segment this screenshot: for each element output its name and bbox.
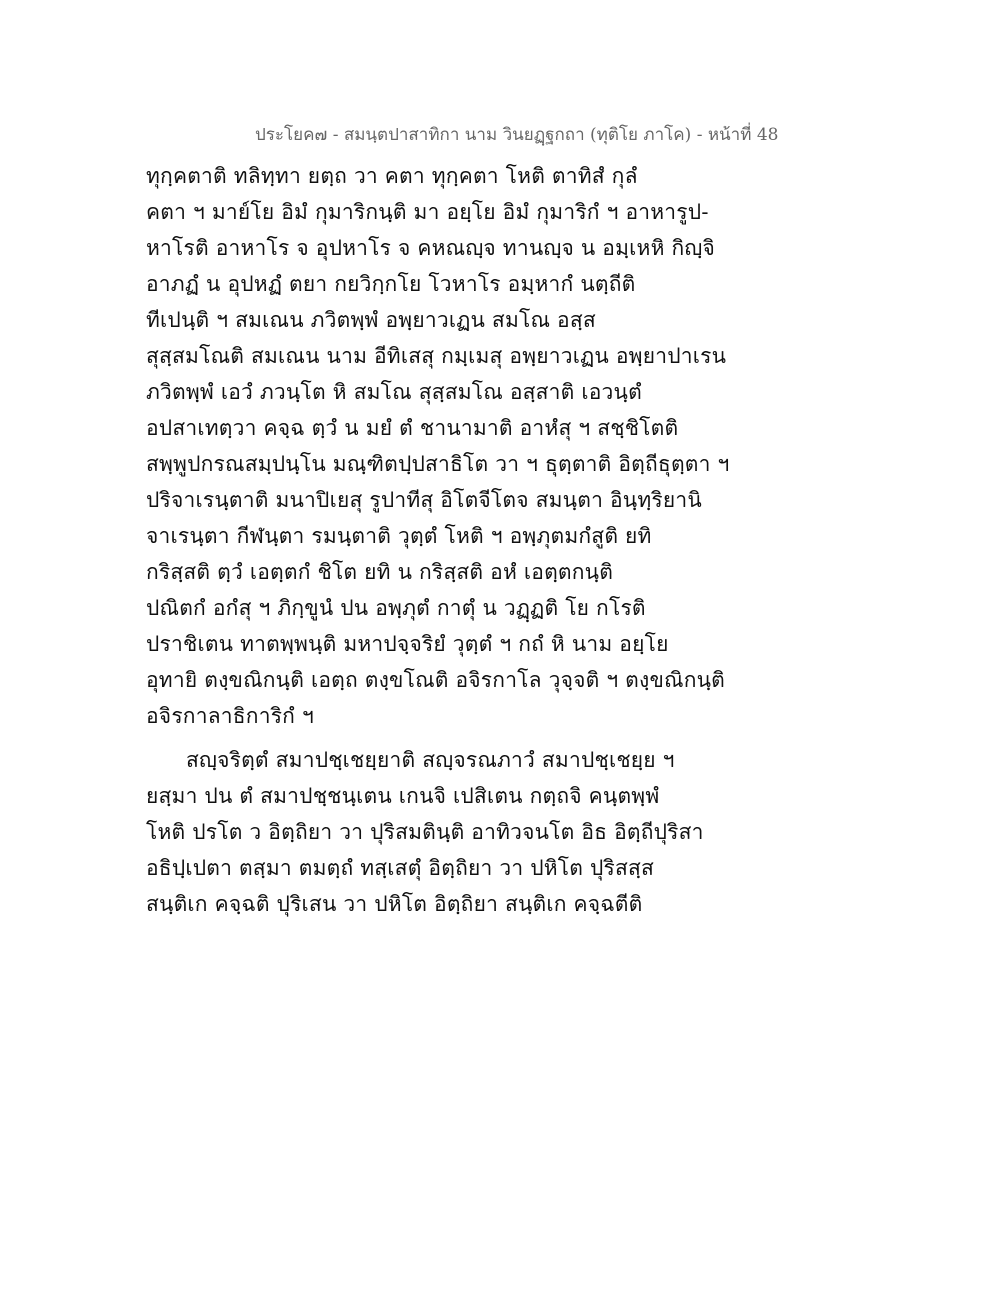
text-line: ปริจาเรนฺตาติ มนาปิเยสุ รูปาทีสุ อิโตจีโตจ สมนฺตา อินฺทฺริยานิ (146, 488, 702, 512)
text-line: สนฺติเก คจฺฉติ ปุริเสน วา ปหิโต อิตฺถิยา สนฺติเก คจฺฉตีติ (146, 892, 643, 916)
text-line: ยสฺมา ปน ตํ สมาปชฺชนฺเตน เกนจิ เปสิเตน กตฺถจิ คนฺตพฺพํ (146, 784, 660, 808)
text-line: ทุกฺคตาติ ทลิทฺทา ยตฺถ วา คตา ทุกฺคตา โหติ ตาทิสํ กุลํ (146, 164, 638, 188)
text-line: สพฺพูปกรณสมฺปนฺโน มณฺฑิตปฺปสาธิโต วา ฯ ธุตฺตาติ อิตฺถีธุตฺตา ฯ (146, 452, 730, 476)
text-line: อาภฏํ น อุปหฏํ ตยา กยวิกฺกโย โวหาโร อมฺหากํ นตฺถีติ (146, 272, 636, 296)
paragraph-gap (146, 734, 756, 742)
text-line: ทีเปนฺติ ฯ สมเณน ภวิตพฺพํ อพฺยาวเฏน สมโณ อสฺส (146, 308, 596, 332)
text-line: หาโรติ อาหาโร จ อุปหาโร จ คหณญฺจ ทานญฺจ น อมฺเหหิ กิญฺจิ (146, 236, 715, 260)
text-line: อธิปฺเปตา ตสฺมา ตมตฺถํ ทสฺเสตุํ อิตฺถิยา วา ปหิโต ปุริสสฺส (146, 856, 655, 880)
text-line: โหติ ปรโต ว อิตฺถิยา วา ปุริสมตินฺติ อาทิวจนโต อิธ อิตฺถีปุริสา (146, 820, 704, 844)
text-line: ปราชิเตน ทาตพฺพนฺติ มหาปจฺจริยํ วุตฺตํ ฯ กถํ หิ นาม อยฺโย (146, 632, 669, 656)
text-line: อจิรกาลาธิการิกํ ฯ (146, 704, 314, 728)
text-line: สุสฺสมโณติ สมเณน นาม อีทิเสสุ กมฺเมสุ อพฺยาวเฏน อพฺยาปาเรน (146, 344, 727, 368)
text-line: คตา ฯ มาย์โย อิมํ กุมาริกนฺติ มา อยฺโย อิมํ กุมาริกํ ฯ อาหารูป- (146, 200, 709, 224)
text-line: อปสาเทตฺวา คจฺฉ ตฺวํ น มยํ ตํ ชานามาติ อาหํสุ ฯ สชฺชิโตติ (146, 416, 679, 440)
paragraph-1 (146, 158, 756, 734)
body-text (146, 158, 756, 922)
paragraph-2 (146, 742, 756, 922)
text-line: สญฺจริตฺตํ สมาปชฺเชยฺยาติ สญฺจรณภาวํ สมาปชฺเชยฺย ฯ (186, 748, 675, 772)
text-line: ปณิตกํ อกํสุ ฯ ภิกฺขูนํ ปน อพฺภุตํ กาตุํ น วฏฺฏติ โย กโรติ (146, 596, 646, 620)
text-line: อุทายิ ตงฺขณิกนฺติ เอตฺถ ตงฺขโณติ อจิรกาโล วุจฺจติ ฯ ตงฺขณิกนฺติ (146, 668, 726, 692)
running-header: ประโยค๗ - สมนฺตปาสาทิกา นาม วินยฏฺฐกถา (ทุติโย ภาโค) - หน้าที่ 48 (255, 125, 779, 145)
text-line: ภวิตพฺพํ เอวํ ภวนฺโต หิ สมโณ สุสฺสมโณ อสฺสาติ เอวนฺตํ (146, 380, 642, 404)
text-line: จาเรนฺตา กีฬนฺตา รมนฺตาติ วุตฺตํ โหติ ฯ อพฺภุตมกํสูติ ยทิ (146, 524, 652, 548)
text-line: กริสฺสติ ตฺวํ เอตฺตกํ ชิโต ยทิ น กริสฺสติ อหํ เอตฺตกนฺติ (146, 560, 614, 584)
